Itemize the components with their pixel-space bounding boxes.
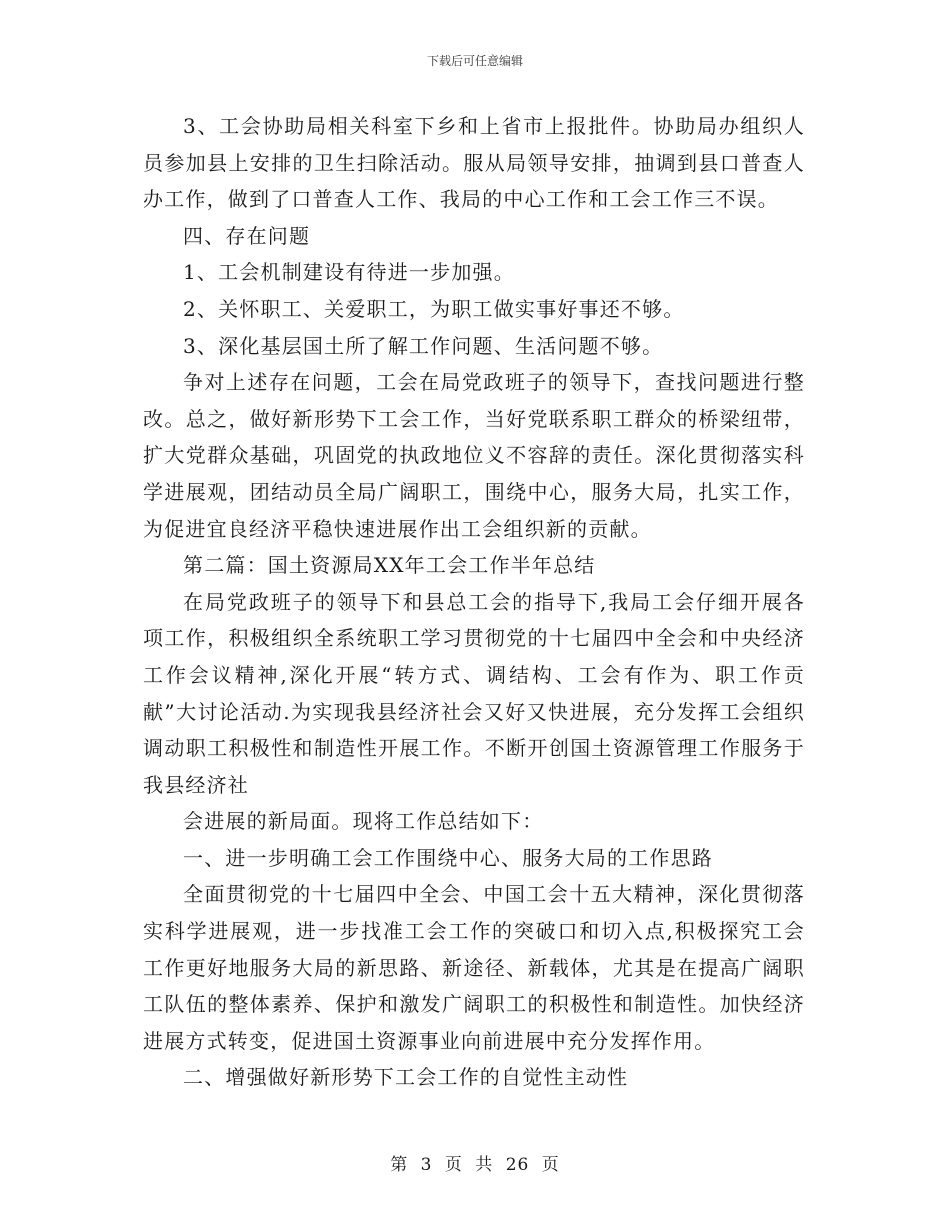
list-item-problem-2: 2、关怀职工、关爱职工，为职工做实事好事还不够。 xyxy=(183,296,685,321)
heading-part-two: 第二篇：国土资源局XX年工会工作半年总结 xyxy=(183,553,596,578)
paragraph-summary-lead: 会进展的新局面。现将工作总结如下： xyxy=(183,809,544,834)
paragraph-rectification: 争对上述存在问题，工会在局党政班子的领导下，查找问题进行整改。总之，做好新形势下工会工作，当好党联系职工群众的桥梁纽带，扩大党群众基础，巩固党的执政地位义不容辞的责任。深化贯彻落实科学进展观，团结动员全局广阔职工，围绕中心，服务大局，扎实工作，为促进宜良经济平稳快速进展作出工会组织新的贡献。 xyxy=(143,370,805,541)
page-header-note: 下载后可任意编辑 xyxy=(426,54,523,68)
page-number: 第 3 页 共 26 页 xyxy=(390,1155,560,1175)
list-item-problem-3: 3、深化基层国土所了解工作问题、生活问题不够。 xyxy=(183,333,664,358)
paragraph-section-1-body: 全面贯彻党的十七届四中全会、中国工会十五大精神，深化贯彻落实科学进展观，进一步找准工会工作的突破口和切入点,积极探究工会工作更好地服务大局的新思路、新途径、新载体，尤其是在提高广阔职工队伍的整体素养、保护和激发广阔职工的积极性和制造性。加快经济进展方式转变，促进国土资源事业向前进展中充分发挥作用。 xyxy=(143,882,805,1053)
list-item-problem-1: 1、工会机制建设有待进一步加强。 xyxy=(183,260,515,285)
document-body xyxy=(143,108,805,1096)
heading-section-2: 二、增强做好新形势下工会工作的自觉性主动性 xyxy=(183,1065,629,1090)
heading-section-1: 一、进一步明确工会工作围绕中心、服务大局的工作思路 xyxy=(183,845,713,870)
paragraph-union-assist: 3、工会协助局相关科室下乡和上省市上报批件。协助局办组织人员参加县上安排的卫生扫除活动。服从局领导安排，抽调到县口普查人办工作，做到了口普查人工作、我局的中心工作和工会工作三不误。 xyxy=(143,114,805,212)
paragraph-part-two-intro: 在局党政班子的领导下和县总工会的指导下,我局工会仔细开展各项工作，积极组织全系统职工学习贯彻党的十七届四中全会和中央经济工作会议精神,深化开展“转方式、调结构、工会有作为、职工作贡献”大讨论活动.为实现我县经济社会又好又快进展，充分发挥工会组织调动职工积极性和制造性开展工作。不断开创国土资源管理工作服务于我县经济社 xyxy=(143,589,805,797)
heading-existing-problems: 四、存在问题 xyxy=(183,223,311,248)
